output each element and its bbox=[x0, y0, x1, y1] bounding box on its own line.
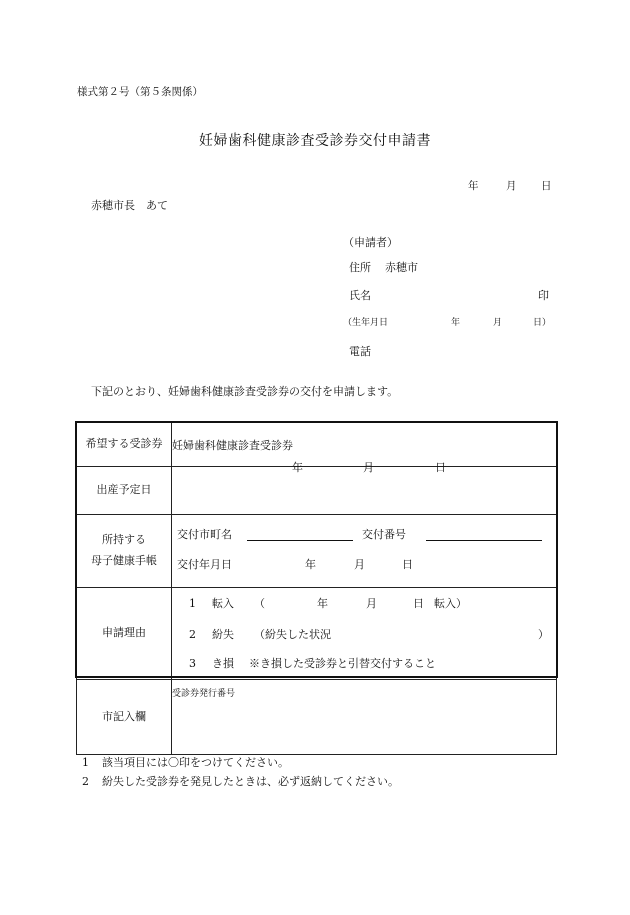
reason1-month: 月 bbox=[366, 597, 377, 610]
issue-number-label: 交付番号 bbox=[362, 528, 406, 541]
reason3-option[interactable]: き損 bbox=[212, 657, 234, 670]
date-year-label: 年 bbox=[468, 180, 479, 192]
reason1-day: 日 bbox=[413, 597, 424, 610]
reason1-tail: 転入） bbox=[434, 597, 467, 610]
handbook-label-line2: 母子健康手帳 bbox=[91, 554, 157, 567]
date-month-label: 月 bbox=[506, 180, 517, 192]
birth-year-label: 年 bbox=[451, 318, 461, 328]
handbook-label bbox=[77, 515, 172, 588]
application-table bbox=[76, 422, 557, 755]
note-2-number: 2 bbox=[82, 775, 89, 788]
note-1-text: 該当項目には〇印をつけてください。 bbox=[102, 756, 289, 769]
table-row bbox=[77, 680, 557, 755]
due-date-field[interactable] bbox=[172, 461, 557, 515]
reason-options bbox=[172, 588, 557, 680]
note-1-number: 1 bbox=[82, 756, 89, 769]
handbook-label-line1: 所持する bbox=[102, 533, 146, 547]
table-row bbox=[77, 423, 557, 467]
reason2-option[interactable]: 紛失 bbox=[212, 628, 234, 641]
addressee: 赤穂市長 あて bbox=[91, 199, 168, 212]
address-value: 赤穂市 bbox=[385, 261, 418, 274]
table-row bbox=[77, 467, 557, 515]
intro-text: 下記のとおり、妊婦歯科健康診査受診券の交付を申請します。 bbox=[91, 385, 399, 398]
phone-label: 電話 bbox=[349, 345, 371, 358]
table-row bbox=[77, 515, 557, 588]
seal-mark: 印 bbox=[538, 289, 549, 302]
birth-month-label: 月 bbox=[493, 318, 503, 328]
birth-day-label: 日） bbox=[533, 318, 552, 328]
address-label: 住所 bbox=[349, 261, 371, 274]
reason1-year: 年 bbox=[317, 597, 328, 610]
reason1-option[interactable]: 転入 bbox=[212, 597, 234, 610]
note-2-text: 紛失した受診券を発見したときは、必ず返納してください。 bbox=[102, 775, 399, 788]
birth-label: （生年月日 bbox=[343, 318, 389, 328]
issue-number-field[interactable] bbox=[426, 539, 542, 541]
due-month-label: 月 bbox=[363, 461, 374, 474]
reason1-number: 1 bbox=[189, 597, 196, 610]
desired-voucher-value: 妊婦歯科健康診査受診券 bbox=[172, 423, 557, 467]
issue-year-label: 年 bbox=[305, 558, 316, 571]
reason2-detail: （紛失した状況 bbox=[254, 628, 331, 641]
table-row bbox=[77, 588, 557, 680]
reason2-close: ） bbox=[538, 628, 549, 641]
issuing-city-field[interactable] bbox=[247, 539, 353, 541]
issue-day-label: 日 bbox=[402, 558, 413, 571]
form-code: 様式第２号（第５条関係） bbox=[77, 86, 203, 98]
due-date-label: 出産予定日 bbox=[77, 467, 172, 515]
voucher-number-label: 受診券発行番号 bbox=[172, 689, 236, 699]
date-day-label: 日 bbox=[541, 180, 552, 192]
due-year-label: 年 bbox=[292, 461, 303, 474]
due-day-label: 日 bbox=[435, 461, 446, 474]
reason3-note: ※き損した受診券と引替交付すること bbox=[249, 657, 436, 670]
reason3-number: 3 bbox=[189, 657, 196, 670]
applicant-heading: （申請者） bbox=[343, 236, 398, 249]
desired-voucher-label: 希望する受診券 bbox=[77, 423, 172, 467]
office-use-field bbox=[172, 680, 557, 755]
reason2-number: 2 bbox=[189, 628, 196, 641]
handbook-fields bbox=[172, 515, 557, 588]
page-title: 妊婦歯科健康診査受診券交付申請書 bbox=[199, 133, 431, 149]
office-use-label: 市記入欄 bbox=[77, 680, 172, 755]
reason-label: 申請理由 bbox=[77, 588, 172, 680]
issue-month-label: 月 bbox=[354, 558, 365, 571]
issue-date-label: 交付年月日 bbox=[177, 558, 232, 571]
issuing-city-label: 交付市町名 bbox=[177, 528, 232, 541]
reason1-paren: （ bbox=[254, 597, 265, 610]
name-label: 氏名 bbox=[349, 289, 371, 302]
